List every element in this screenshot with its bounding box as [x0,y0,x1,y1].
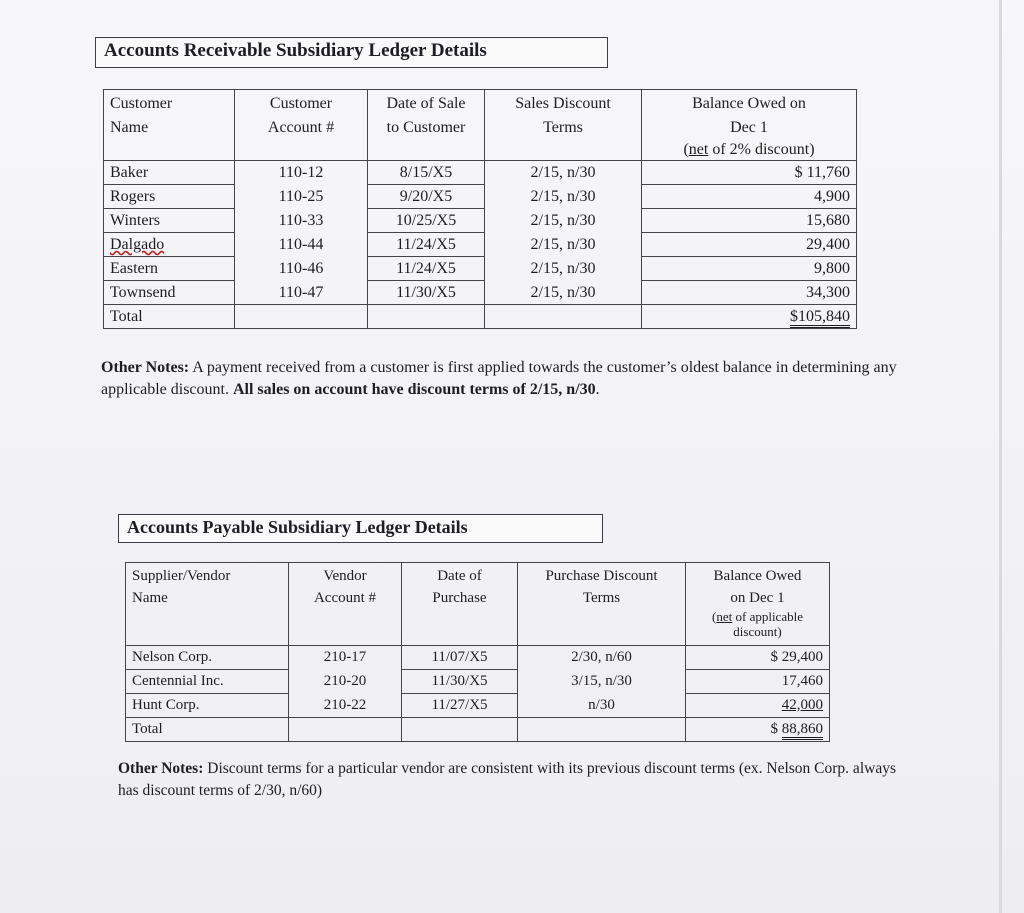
ap-total-value: $ 88,860 [686,718,830,742]
ap-header-row [126,563,830,646]
ar-cell-terms: 2/15, n/30 [485,233,642,257]
ap-cell-balance: $ 29,400 [686,646,830,670]
ar-header-account: Customer Account # [235,90,368,161]
ap-cell-name: Centennial Inc. [126,670,289,694]
screen-edge [999,0,1002,913]
table-row [104,233,857,257]
table-row [126,646,830,670]
ar-cell-balance: 34,300 [642,281,857,305]
ar-cell-terms: 2/15, n/30 [485,281,642,305]
ap-header-balance: Balance Owed on Dec 1 (net of applicable discount) [686,563,830,646]
table-row [126,694,830,718]
ar-total-empty [235,305,368,329]
ap-other-notes: Other Notes: Discount terms for a particular vendor are consistent with its previous discount terms (ex. Nelson Corp. always has discount terms of 2/30, n/60) [118,760,896,799]
ap-cell-balance: 17,460 [686,670,830,694]
ar-header-customer-name: Customer Name [104,90,235,161]
ap-cell-balance: 42,000 [686,694,830,718]
ar-total-label: Total [104,305,235,329]
ar-ledger-table [103,89,857,329]
ar-cell-date: 8/15/X5 [368,161,485,185]
table-row [104,185,857,209]
ar-cell-terms: 2/15, n/30 [485,161,642,185]
ar-cell-name: Townsend [104,281,235,305]
ar-cell-name: Winters [104,209,235,233]
table-row [104,257,857,281]
ap-header-supplier-name: Supplier/Vendor Name [126,563,289,646]
ap-header-date: Date of Purchase [402,563,518,646]
ar-cell-terms: 2/15, n/30 [485,185,642,209]
ar-cell-account: 110-25 [235,185,368,209]
ar-cell-name: Baker [104,161,235,185]
ar-cell-name: Eastern [104,257,235,281]
ap-total-empty [518,718,686,742]
ar-header-row [104,90,857,161]
ar-header-date: Date of Sale to Customer [368,90,485,161]
ar-total-value: $105,840 [642,305,857,329]
ap-header-account: Vendor Account # [289,563,402,646]
ar-cell-name: Rogers [104,185,235,209]
ar-cell-account: 110-46 [235,257,368,281]
ar-cell-terms: 2/15, n/30 [485,257,642,281]
ar-cell-balance: 29,400 [642,233,857,257]
ap-header-terms: Purchase Discount Terms [518,563,686,646]
ar-cell-terms: 2/15, n/30 [485,209,642,233]
ar-cell-date: 11/30/X5 [368,281,485,305]
ap-cell-terms: n/30 [518,694,686,718]
ar-cell-date: 11/24/X5 [368,233,485,257]
ar-cell-date: 11/24/X5 [368,257,485,281]
ar-cell-name: Dalgado [104,233,235,257]
ar-header-balance: Balance Owed on Dec 1 (net of 2% discount) [642,90,857,161]
ar-cell-date: 10/25/X5 [368,209,485,233]
table-row [104,281,857,305]
ar-cell-balance: 4,900 [642,185,857,209]
ap-cell-account: 210-17 [289,646,402,670]
ap-cell-date: 11/27/X5 [402,694,518,718]
ar-total-empty [485,305,642,329]
ap-cell-terms: 3/15, n/30 [518,670,686,694]
ar-cell-date: 9/20/X5 [368,185,485,209]
ap-cell-name: Hunt Corp. [126,694,289,718]
ar-cell-balance: 9,800 [642,257,857,281]
table-row [104,161,857,185]
ar-cell-account: 110-12 [235,161,368,185]
ap-cell-terms: 2/30, n/60 [518,646,686,670]
ap-total-label: Total [126,718,289,742]
ar-cell-balance: 15,680 [642,209,857,233]
ap-section-title: Accounts Payable Subsidiary Ledger Details [118,514,603,543]
ap-cell-date: 11/07/X5 [402,646,518,670]
table-row [126,670,830,694]
ar-total-row [104,305,857,329]
ar-section-title: Accounts Receivable Subsidiary Ledger Details [95,37,608,68]
table-row [104,209,857,233]
ap-cell-account: 210-22 [289,694,402,718]
ar-header-terms: Sales Discount Terms [485,90,642,161]
ap-cell-name: Nelson Corp. [126,646,289,670]
ap-total-row [126,718,830,742]
ar-total-empty [368,305,485,329]
ar-cell-account: 110-44 [235,233,368,257]
ar-cell-account: 110-33 [235,209,368,233]
ar-other-notes: Other Notes: A payment received from a customer is first applied towards the customer’s oldest balance in determining any applicable discount. All sales on account have discount terms of 2/15, n/30. [101,359,897,398]
ap-cell-account: 210-20 [289,670,402,694]
ar-cell-account: 110-47 [235,281,368,305]
ap-total-empty [402,718,518,742]
ap-total-empty [289,718,402,742]
ap-ledger-table [125,562,830,742]
ar-cell-balance: $ 11,760 [642,161,857,185]
ap-cell-date: 11/30/X5 [402,670,518,694]
